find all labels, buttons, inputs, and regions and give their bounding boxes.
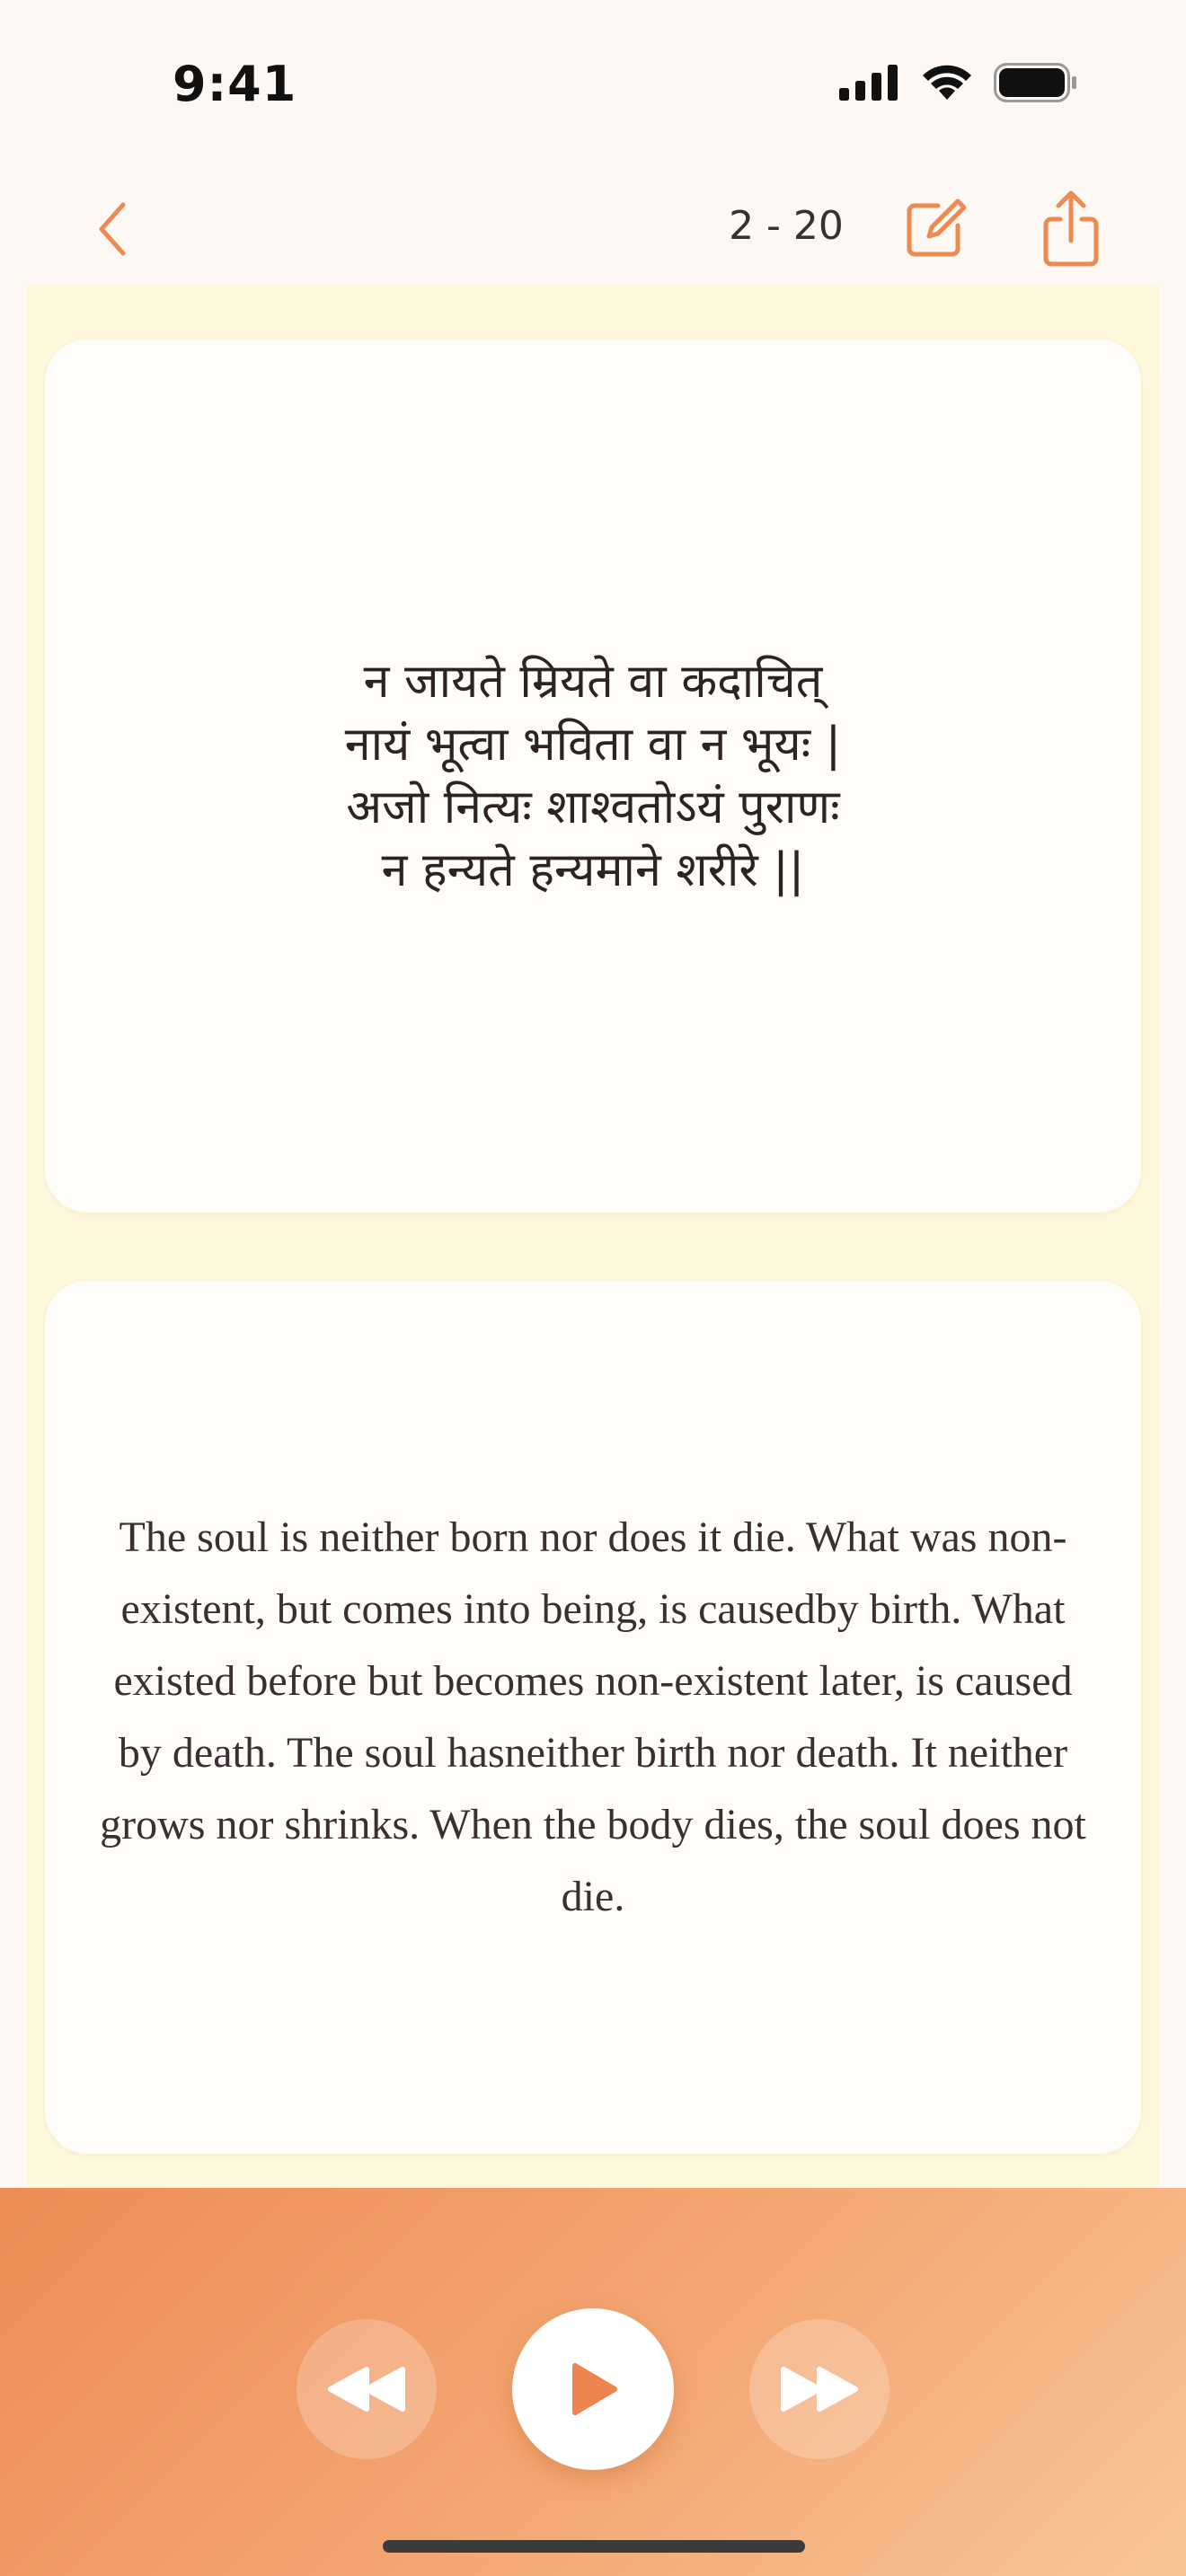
edit-icon [898,193,970,265]
share-icon [1035,189,1107,269]
sanskrit-line: अजो नित्यः शाश्वतोऽयं पुराणः [346,781,840,834]
battery-icon [994,63,1078,102]
rewind-icon [325,2366,408,2413]
status-time: 9:41 [173,56,297,112]
play-button[interactable] [512,2308,674,2470]
verse-counter: 2 - 20 [729,203,844,249]
fast-forward-button[interactable] [749,2319,890,2459]
chevron-left-icon [94,201,130,257]
home-indicator[interactable] [383,2540,805,2553]
cellular-signal-icon [839,65,900,101]
status-icons [839,63,1078,102]
sanskrit-line: न हन्यते हन्यमाने शरीरे || [381,843,805,897]
back-button[interactable] [81,189,144,269]
sanskrit-line: न जायते म्रियते वा कदाचित् [363,655,823,709]
audio-player [0,2188,1186,2576]
play-icon [566,2360,620,2418]
translation-card [45,1281,1141,2154]
status-bar [0,0,1186,171]
share-button[interactable] [1035,189,1107,269]
verse-content-panel [27,286,1159,2190]
sanskrit-verse-card [45,340,1141,1213]
sanskrit-verse-text [345,650,841,902]
translation-text: The soul is neither born nor does it die. What was non-existent, but comes into being, is causedby birth. What existed before but becomes non-existent later, is caused by death. The soul hasneither birth nor death. It neither grows nor shrinks. When the body dies, the soul does not die. [100,1513,1086,1920]
edit-button[interactable] [898,193,970,265]
wifi-icon [920,64,974,101]
rewind-button[interactable] [296,2319,437,2459]
fast-forward-icon [778,2366,861,2413]
sanskrit-line: नायं भूत्वा भविता वा न भूयः | [344,718,842,772]
